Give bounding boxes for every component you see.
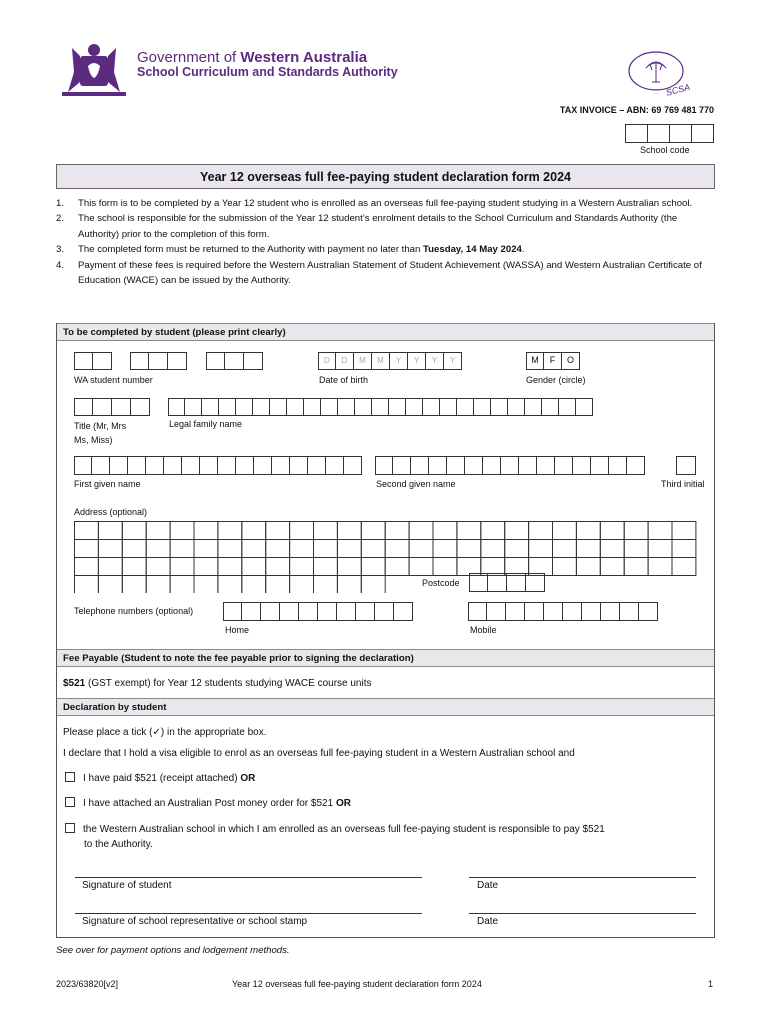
address-cell[interactable] <box>218 540 242 558</box>
third-initial-box[interactable] <box>676 456 696 475</box>
address-cell[interactable] <box>98 576 122 594</box>
address-label: Address (optional) <box>74 507 148 517</box>
address-cell[interactable] <box>266 576 290 594</box>
scsa-logo-text: SCSA <box>664 81 692 98</box>
fee-section-heading: Fee Payable (Student to note the fee payable prior to signing the declaration) <box>57 649 714 667</box>
scsa-logo <box>626 46 692 100</box>
address-cell[interactable] <box>122 576 146 594</box>
gender-boxes[interactable]: M F O <box>526 352 580 370</box>
declaration-statement: I declare that I hold a visa eligible to enrol as an overseas full fee-paying student in a Western Australian school and <box>63 748 575 759</box>
wa-student-number-boxes[interactable] <box>130 352 187 370</box>
address-cell[interactable] <box>672 540 696 558</box>
wa-crest-logo <box>58 42 130 98</box>
address-cell[interactable] <box>409 540 433 558</box>
address-cell[interactable] <box>75 558 99 576</box>
school-date-label: Date <box>477 916 499 927</box>
mobile-label: Mobile <box>470 625 497 635</box>
address-cell[interactable] <box>194 576 218 594</box>
postcode-boxes[interactable] <box>469 573 545 592</box>
address-cell[interactable] <box>337 522 361 540</box>
instruction-item: 1. This form is to be completed by a Year 12 student who is enrolled as an overseas full fee-paying student studying in a Western Australian school. <box>56 198 693 209</box>
address-cell[interactable] <box>624 540 648 558</box>
form-title: Year 12 overseas full fee-paying student declaration form 2024 <box>56 164 715 189</box>
address-cell[interactable] <box>266 558 290 576</box>
wa-student-number-boxes[interactable] <box>206 352 263 370</box>
wa-student-number-label: WA student number <box>74 375 153 385</box>
date-of-birth-label: Date of birth <box>319 375 369 385</box>
address-cell[interactable] <box>146 558 170 576</box>
address-cell[interactable] <box>361 522 385 540</box>
address-cell[interactable] <box>218 558 242 576</box>
address-cell[interactable] <box>314 540 338 558</box>
address-cell[interactable] <box>648 540 672 558</box>
code-box[interactable] <box>670 124 692 143</box>
family-name-boxes[interactable] <box>168 398 593 416</box>
instruction-item: 3. The completed form must be returned to the Authority with payment no later than Tuesday, 14 May 2024. <box>56 244 525 256</box>
address-cell[interactable] <box>481 522 505 540</box>
address-cell[interactable] <box>266 540 290 558</box>
tax-invoice: TAX INVOICE – ABN: 69 769 481 770 <box>559 105 714 115</box>
address-cell[interactable] <box>505 540 529 558</box>
address-cell[interactable] <box>624 522 648 540</box>
instructions-list <box>56 196 716 288</box>
student-signature-label: Signature of student <box>82 880 172 891</box>
address-cell[interactable] <box>290 540 314 558</box>
address-cell[interactable] <box>576 522 600 540</box>
address-cell[interactable] <box>361 540 385 558</box>
home-phone-boxes[interactable] <box>223 602 413 621</box>
address-cell[interactable] <box>290 576 314 594</box>
doc-reference: 2023/63820[v2] <box>56 979 119 989</box>
address-cell[interactable] <box>122 522 146 540</box>
address-cell[interactable] <box>242 540 266 558</box>
address-cell[interactable] <box>170 558 194 576</box>
address-cell[interactable] <box>433 522 457 540</box>
address-cell[interactable] <box>194 558 218 576</box>
address-cell[interactable] <box>600 522 624 540</box>
gender-label: Gender (circle) <box>526 375 586 385</box>
first-name-label: First given name <box>74 479 141 489</box>
address-cell[interactable] <box>672 558 696 576</box>
address-cell[interactable] <box>553 540 577 558</box>
tick-instruction: Please place a tick (✓) in the appropriate box. <box>63 727 267 738</box>
address-cell[interactable] <box>146 522 170 540</box>
code-box[interactable] <box>625 124 648 143</box>
address-cell[interactable] <box>242 576 266 594</box>
address-cell[interactable] <box>146 576 170 594</box>
address-cell[interactable] <box>385 522 409 540</box>
option-school-pays: the Western Australian school in which I am enrolled as an overseas full fee-paying student is responsible to pay $521 to the Authority. <box>65 822 605 852</box>
school-signature-label: Signature of school representative or school stamp <box>82 916 308 927</box>
address-cell[interactable] <box>457 522 481 540</box>
address-cell[interactable] <box>337 558 361 576</box>
declaration-heading: Declaration by student <box>57 698 714 716</box>
address-cell[interactable] <box>170 540 194 558</box>
address-cell[interactable] <box>314 576 338 594</box>
school-code-label: School code <box>640 145 690 155</box>
second-name-label: Second given name <box>376 479 456 489</box>
first-name-boxes[interactable] <box>74 456 362 475</box>
paid-checkbox[interactable] <box>65 772 75 782</box>
telephone-label: Telephone numbers (optional) <box>74 606 194 616</box>
address-cell[interactable] <box>505 522 529 540</box>
address-cell[interactable] <box>194 540 218 558</box>
address-cell[interactable] <box>361 558 385 576</box>
address-cell[interactable] <box>75 576 99 594</box>
school-code-boxes[interactable] <box>625 124 714 143</box>
mobile-phone-boxes[interactable] <box>468 602 658 621</box>
student-signature-line[interactable] <box>75 877 422 878</box>
address-cell[interactable] <box>98 522 122 540</box>
address-cell[interactable] <box>122 558 146 576</box>
address-cell[interactable] <box>122 540 146 558</box>
address-cell[interactable] <box>98 540 122 558</box>
school-date-line[interactable] <box>469 913 696 914</box>
address-cell[interactable] <box>361 576 385 594</box>
student-section-heading: To be completed by student (please print clearly) <box>57 323 714 341</box>
address-cell[interactable] <box>98 558 122 576</box>
title-label: Title (Mr, Mrs Ms, Miss) <box>74 421 127 445</box>
address-cell[interactable] <box>433 540 457 558</box>
code-box[interactable] <box>648 124 670 143</box>
student-date-line[interactable] <box>469 877 696 878</box>
instruction-item: 4. Payment of these fees is required before the Western Australian Statement of Student Achievement (WASSA) and Western Australian Certificate of Education (WACE) can be issued by the Authority. <box>56 259 702 287</box>
postcode-label: Postcode <box>422 578 460 588</box>
instruction-item: 2. The school is responsible for the submission of the Year 12 student’s enrolment details to the School Curriculum and Standards Authority (the Authority) prior to the completion of this form. <box>56 213 678 240</box>
code-box[interactable] <box>692 124 714 143</box>
address-cell[interactable] <box>648 558 672 576</box>
wa-student-number-boxes[interactable] <box>74 352 112 370</box>
address-cell[interactable] <box>146 540 170 558</box>
address-cell[interactable] <box>266 522 290 540</box>
address-cell[interactable] <box>457 540 481 558</box>
address-cell[interactable] <box>529 540 553 558</box>
address-cell[interactable] <box>672 522 696 540</box>
address-cell[interactable] <box>648 522 672 540</box>
fee-amount-text: $521 (GST exempt) for Year 12 students studying WACE course units <box>63 678 372 689</box>
student-date-label: Date <box>477 880 499 891</box>
address-cell[interactable] <box>75 540 99 558</box>
address-cell[interactable] <box>553 558 577 576</box>
address-cell[interactable] <box>600 558 624 576</box>
address-cell[interactable] <box>75 522 99 540</box>
address-cell[interactable] <box>218 576 242 594</box>
address-cell[interactable] <box>242 558 266 576</box>
second-name-boxes[interactable] <box>375 456 645 475</box>
address-cell[interactable] <box>170 576 194 594</box>
home-label: Home <box>225 625 250 635</box>
footer-title: Year 12 overseas full fee-paying student declaration form 2024 <box>232 979 482 989</box>
address-cell[interactable] <box>314 522 338 540</box>
government-title: Government of Western Australia <box>137 49 368 66</box>
address-cell[interactable] <box>290 558 314 576</box>
address-cell[interactable] <box>242 522 266 540</box>
address-cell[interactable] <box>481 540 505 558</box>
address-cell[interactable] <box>624 558 648 576</box>
title-boxes[interactable] <box>74 398 150 416</box>
authority-title: School Curriculum and Standards Authority <box>137 65 398 79</box>
payment-note: See over for payment options and lodgement methods. <box>56 945 290 956</box>
address-cell[interactable] <box>553 522 577 540</box>
address-cell[interactable] <box>218 522 242 540</box>
address-cell[interactable] <box>337 540 361 558</box>
address-cell[interactable] <box>290 522 314 540</box>
option-money-order: I have attached an Australian Post money order for $521 OR <box>65 797 351 809</box>
address-cell[interactable] <box>385 558 409 576</box>
address-cell[interactable] <box>600 540 624 558</box>
address-cell[interactable] <box>194 522 218 540</box>
address-cell[interactable] <box>314 558 338 576</box>
date-of-birth-boxes[interactable]: D D M M Y Y Y Y <box>318 352 462 370</box>
option-paid: I have paid $521 (receipt attached) OR <box>65 772 255 784</box>
address-cell[interactable] <box>529 522 553 540</box>
school-pays-checkbox[interactable] <box>65 823 75 833</box>
address-cell[interactable] <box>385 540 409 558</box>
address-cell[interactable] <box>576 540 600 558</box>
address-cell[interactable] <box>170 522 194 540</box>
address-cell[interactable] <box>409 558 433 576</box>
school-signature-line[interactable] <box>75 913 422 914</box>
address-cell[interactable] <box>433 558 457 576</box>
address-cell[interactable] <box>409 522 433 540</box>
family-name-label: Legal family name <box>169 419 243 429</box>
address-grid[interactable] <box>74 521 698 593</box>
address-cell[interactable] <box>337 576 361 594</box>
page-number: 1 <box>708 979 714 989</box>
student-form <box>56 323 715 938</box>
third-initial-label: Third initial <box>661 479 705 489</box>
money-order-checkbox[interactable] <box>65 797 75 807</box>
address-cell[interactable] <box>576 558 600 576</box>
